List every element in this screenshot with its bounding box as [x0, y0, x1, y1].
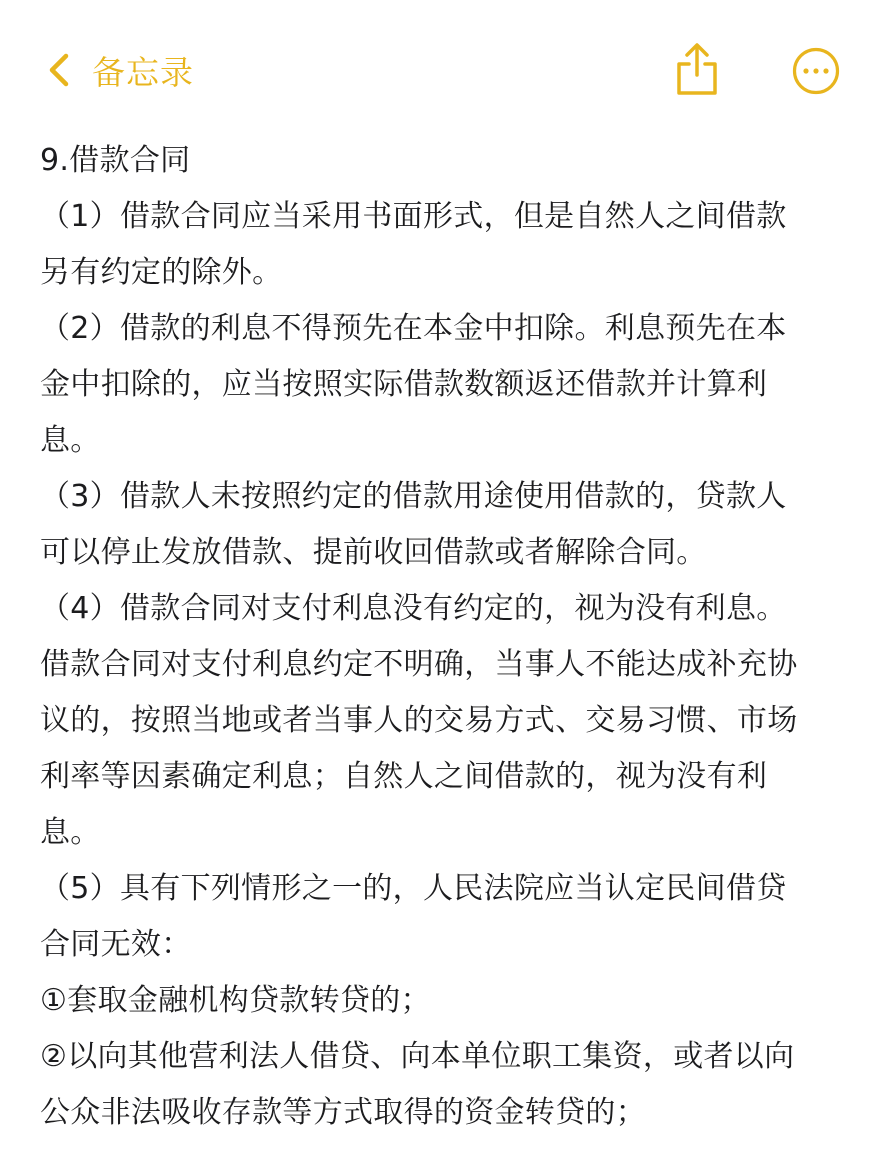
navigation-bar [0, 0, 880, 140]
note-line: （3）借款人未按照约定的借款用途使用借款的，贷款人 [40, 479, 787, 514]
note-line: 9.借款合同 [40, 143, 191, 178]
note-line: 合同无效： [40, 927, 192, 962]
note-line: 息。 [40, 423, 101, 458]
note-line: 金中扣除的，应当按照实际借款数额返还借款并计算利 [40, 367, 768, 402]
chevron-left-icon [44, 52, 74, 88]
note-line: 利率等因素确定利息；自然人之间借款的，视为没有利 [40, 759, 768, 794]
note-line: 议的，按照当地或者当事人的交易方式、交易习惯、市场 [40, 703, 798, 738]
note-line: 另有约定的除外。 [40, 255, 283, 290]
note-line: 借款合同对支付利息约定不明确，当事人不能达成补充协 [40, 647, 798, 682]
note-line: （1）借款合同应当采用书面形式，但是自然人之间借款 [40, 199, 787, 234]
note-line: ①套取金融机构贷款转贷的； [40, 983, 431, 1018]
share-icon[interactable] [674, 42, 720, 96]
note-line: （5）具有下列情形之一的，人民法院应当认定民间借贷 [40, 871, 787, 906]
note-line: 公众非法吸收存款等方式取得的资金转贷的； [40, 1095, 646, 1130]
back-button[interactable] [44, 44, 194, 96]
back-label: 备忘录 [92, 52, 194, 92]
note-line: （4）借款合同对支付利息没有约定的，视为没有利息。 [40, 591, 787, 626]
note-line: 息。 [40, 815, 101, 850]
note-line: 可以停止发放借款、提前收回借款或者解除合同。 [40, 535, 707, 570]
more-icon[interactable] [792, 47, 840, 95]
note-body[interactable] [40, 133, 850, 1141]
note-line: ②以向其他营利法人借贷、向本单位职工集资，或者以向 [40, 1039, 795, 1074]
note-line: （2）借款的利息不得预先在本金中扣除。利息预先在本 [40, 311, 787, 346]
